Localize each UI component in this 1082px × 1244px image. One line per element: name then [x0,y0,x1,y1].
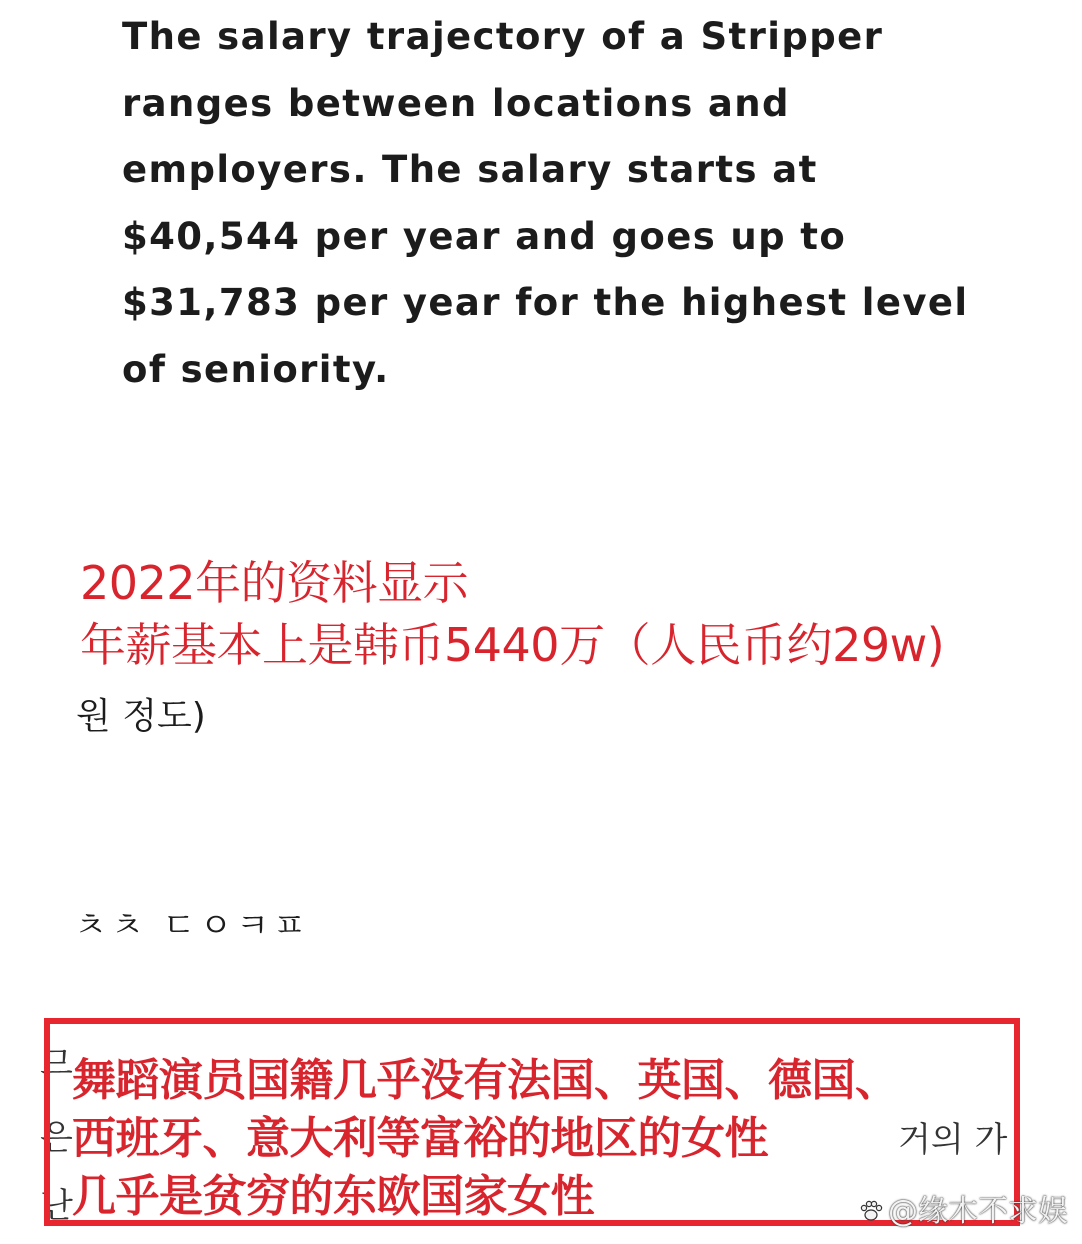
partial-korean-char: 은 [40,1118,73,1158]
korean-jamo-text: ㅊㅊ ㄷㅇㅋㅍ [74,906,310,946]
annotation-line: 2022年的资料显示 [80,556,469,610]
annotation-line: 年薪基本上是韩币5440万（人民币约29w) [80,618,945,672]
watermark-text: @缘木不求娱 [888,1194,1068,1229]
highlight-line: 几乎是贫穷的东欧国家女性 [72,1171,594,1222]
quote-line: The salary trajectory of a Stripper [122,15,884,58]
quote-line: $40,544 per year and goes up to [122,214,847,258]
quote-line: employers. The salary starts at [122,148,818,191]
highlight-line: 舞蹈演员国籍几乎没有法国、英国、德国、 [72,1055,899,1106]
quote-line: ranges between locations and [122,81,790,125]
partial-korean-char: 난 [40,1186,73,1226]
highlight-box-text [72,1052,899,1226]
red-annotation [80,552,944,676]
korean-won-text: 원 정도) [76,696,206,737]
quote-line: $31,783 per year for the highest level [122,281,969,324]
partial-korean-char: 므 [40,1044,73,1084]
highlight-line: 西班牙、意大利等富裕的地区的女性 [72,1113,768,1164]
paw-icon [858,1198,884,1224]
english-salary-quote [122,4,1022,403]
watermark [858,1186,1068,1230]
quote-line: of seniority. [122,347,390,391]
partial-korean-text: 거의 가 [898,1120,1008,1160]
